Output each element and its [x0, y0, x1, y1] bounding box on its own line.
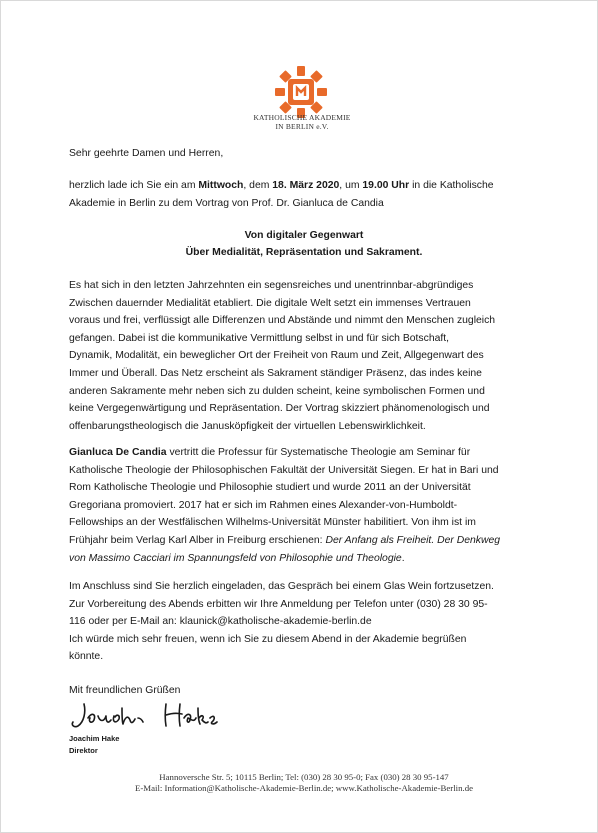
talk-title-line1: Von digitaler Gegenwart	[244, 230, 364, 241]
bio-line: Fellowships an der Westfälischen Wilhelms-Universität Münster habilitiert. Von ihm ist im	[69, 517, 476, 529]
event-weekday: Mittwoch	[198, 180, 244, 191]
text-segment: vertritt die Professur für Systematische Theologie am Seminar für	[166, 447, 471, 458]
talk-title-line2: Über Medialität, Repräsentation und Sakrament.	[185, 247, 423, 258]
signer-title: Direktor	[69, 746, 98, 755]
bio-line: Katholische Theologie der Philosophischen Fakultät der Universität Siegen. Er hat in Bari und	[69, 464, 499, 476]
abstract-line: voraus und frei, verflüssigt alle Differenzen und Abstände und nimmt den Menschen zugleich	[69, 315, 496, 327]
salutation: Sehr geehrte Damen und Herren,	[69, 148, 224, 159]
talk-title	[69, 227, 539, 261]
footer-web-line: E-Mail: Information@Katholische-Akademie-Berlin.de; www.Katholische-Akademie-Berlin.de	[134, 783, 474, 793]
event-date: 18. März 2020	[272, 180, 340, 191]
bio-line: Gregoriana promoviert. 2017 hat er sich im Rahmen eines Alexander-von-Humboldt-	[69, 499, 458, 511]
closing-line: 116 oder per E-Mail an: klaunick@katholische-akademie-berlin.de	[69, 616, 372, 628]
abstract-line: Es hat sich in den letzten Jahrzehnten ein segensreiches und unentrinnbar-abgründiges	[69, 280, 474, 291]
org-name-line2: IN BERLIN e.V.	[275, 122, 329, 131]
footer-address	[69, 772, 539, 794]
speaker-name: Gianluca De Candia	[69, 447, 167, 458]
akademie-logo-icon	[273, 64, 329, 120]
text-segment: .	[401, 552, 405, 564]
text-segment: Frühjahr beim Verlag Karl Alber in Freiburg erschienen:	[69, 534, 326, 546]
speaker-bio-paragraph	[69, 444, 539, 567]
book-title: Der Anfang als Freiheit. Der Denkweg	[325, 534, 501, 546]
bio-line	[69, 532, 539, 550]
closing-line: Zur Vorbereitung des Abends erbitten wir Ihre Anmeldung per Telefon unter (030) 28 30 95-	[69, 598, 488, 610]
organization-name	[238, 113, 366, 131]
closing-line: Ich würde mich sehr freuen, wenn ich Sie zu diesem Abend in der Akademie begrüßen	[69, 633, 467, 645]
text-segment: herzlich lade ich Sie ein am	[69, 180, 199, 191]
bio-line	[69, 550, 539, 568]
regards: Mit freundlichen Grüßen	[69, 685, 181, 696]
abstract-line: anderen Sakramente mehr neben sich zu dulden scheint, keine symbolischen Formen und	[69, 385, 485, 397]
invitation-line	[69, 177, 539, 195]
event-time: 19.00 Uhr	[362, 180, 410, 191]
abstract-line: gefangen. Dabei ist die kommunikative Vermittlung selbst in und für sich Botschaft,	[69, 332, 450, 344]
footer-contact-line: Hannoversche Str. 5; 10115 Berlin; Tel: (030) 28 30 95-0; Fax (030) 28 30 95-147	[159, 772, 449, 782]
abstract-paragraph	[69, 277, 539, 435]
bio-line	[69, 444, 539, 462]
invitation-line: Akademie in Berlin zu dem Vortrag von Prof. Dr. Gianluca de Candia	[69, 197, 384, 209]
book-title: von Massimo Cacciari im Spannungsfeld von Philosophie und Theologie	[69, 552, 402, 564]
text-segment: , dem	[243, 180, 273, 191]
abstract-line: keine Vergegenwärtigung und Repräsentation. Der Vortrag skizziert phänomenologisch und	[69, 403, 490, 415]
org-name-line1: KATHOLISCHE AKADEMIE	[253, 113, 351, 122]
abstract-line: Zwischen dauernder Medialität etabliert. Die digitale Welt setzt ein immenses Vertrauen	[69, 297, 471, 309]
text-segment: , um	[339, 180, 363, 191]
abstract-line: offenbarungstheologisch die Janusköpfigkeit der virtuellen Lebenswirklichkeit.	[69, 420, 426, 432]
invitation-paragraph	[69, 177, 539, 212]
abstract-line: Dynamik, Modalität, ein beweglicher Ort der Freiheit von Raum und Zeit, Allgegenwart des	[69, 350, 484, 362]
signer-name: Joachim Hake	[69, 734, 120, 743]
abstract-line: Immer und Überall. Das Netz erscheint als Sakrament ständiger Präsenz, das indes keine	[69, 367, 482, 379]
closing-line: könnte.	[69, 651, 104, 663]
text-segment: in die Katholische	[409, 180, 494, 191]
closing-line: Im Anschluss sind Sie herzlich eingeladen, das Gespräch bei einem Glas Wein fortzusetzen.	[69, 581, 494, 592]
handwritten-signature	[68, 698, 218, 732]
closing-paragraph	[69, 578, 539, 666]
bio-line: Rom Katholische Theologie und Philosophie studiert und wurde 2011 an der Universität	[69, 482, 471, 494]
